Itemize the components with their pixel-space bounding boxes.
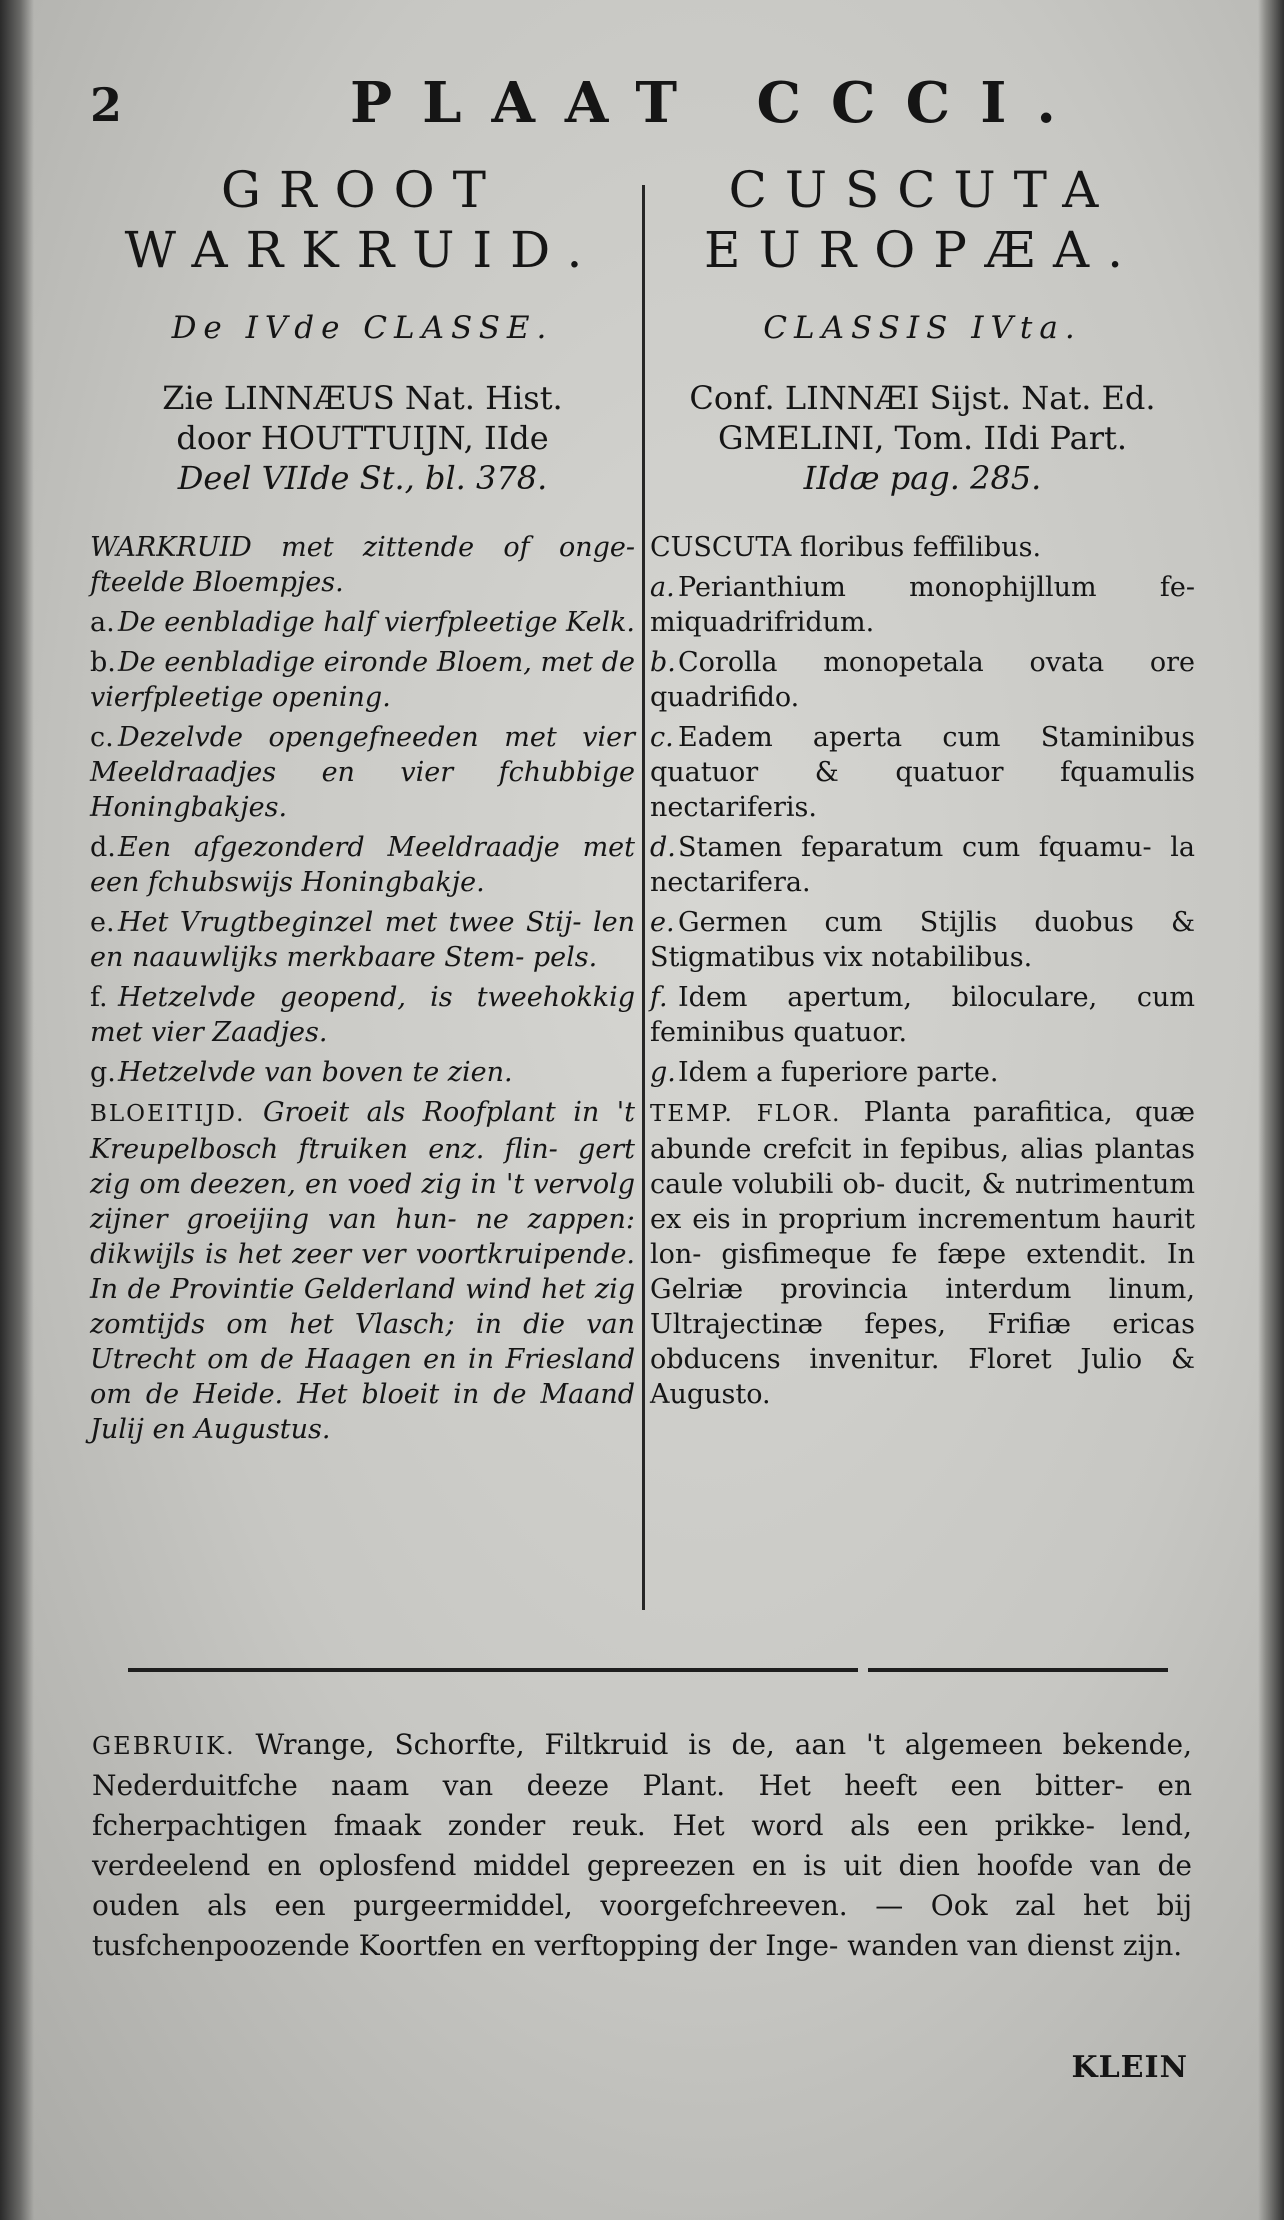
- latin-ref-line-1: Conf. LINNÆI Sijst. Nat. Ed.: [689, 379, 1156, 417]
- item-label: b.: [90, 647, 116, 678]
- dutch-ref-line-2: door HOUTTUIJN, IIde: [176, 419, 549, 457]
- item-label: c.: [650, 722, 674, 753]
- latin-title-line-2: EUROPÆA.: [704, 221, 1141, 279]
- latin-item-a: [650, 570, 1195, 640]
- dutch-ref-line-3: Deel VIIde St., bl. 378.: [177, 459, 548, 497]
- item-label: a.: [90, 607, 115, 638]
- item-text: De eenbladige eironde Bloem, met de vierfpleetige opening.: [90, 647, 635, 713]
- latin-temp-flor: [650, 1095, 1195, 1412]
- item-text: Stamen feparatum cum fquamu- la nectarifera.: [650, 832, 1195, 898]
- dutch-reference: [90, 378, 635, 498]
- latin-reference: [650, 378, 1195, 498]
- latin-item-f: [650, 980, 1195, 1050]
- column-divider: [642, 185, 645, 1610]
- item-label: d.: [90, 832, 116, 863]
- item-text: Het Vrugtbeginzel met twee Stij- len en naauwlijks merkbaare Stem- pels.: [90, 907, 635, 973]
- latin-title-line-1: CUSCUTA: [728, 161, 1117, 219]
- usage-text: Wrange, Schorfte, Filtkruid is de, aan 't algemeen bekende, Nederduitfche naam van deeze Plant. Het heeft een bitter- en fcherpachtigen fmaak zonder reuk. Het word als een prikke- lend, verdeelend en oplosfend middel gepreezen en is uit dien hoofde van de ouden als een purgeermiddel, voorgefchreeven. — Ook zal het bij tusfchenpoozende Koortfen en verftopping der Inge- wanden van dienst zijn.: [92, 1728, 1192, 1962]
- dutch-item-a: [90, 605, 635, 640]
- dutch-classe: De IVde CLASSE.: [171, 310, 554, 346]
- item-label: a.: [650, 572, 675, 603]
- item-label: f.: [90, 982, 108, 1013]
- item-label: c.: [90, 722, 114, 753]
- temp-flor-text: Planta parafitica, quæ abunde crefcit in fepibus, alias plantas caule volubili ob- ducit, & nutrimentum ex eis in proprium incrementum haurit lon- gisfimeque fe fæpe extendit. In Gelriæ provincia interdum linum, Ultrajectinæ fepes, Frifiæ ericas obducens invenitur. Floret Julio & Augusto.: [650, 1097, 1195, 1410]
- bloeitijd-text: Groeit als Roofplant in 't Kreupelbosch ftruiken enz. flin- gert zig om deezen, en voed zig in 't vervolg zijner groeijing van hun- ne zappen: dikwijls is het zeer ver voortkruipende. In de Provintie Gelderland wind het zig zomtijds om het Vlasch; in die van Utrecht om de Haagen en in Friesland om de Heide. Het bloeit in de Maand Julij en Augustus.: [90, 1097, 635, 1445]
- running-header: [90, 70, 1200, 140]
- temp-flor-label: TEMP. FLOR.: [650, 1101, 842, 1127]
- dutch-title-line-1: GROOT: [221, 161, 504, 219]
- latin-classe: CLASSIS IVta.: [763, 310, 1082, 346]
- item-label: e.: [90, 907, 115, 938]
- latin-ref-line-3: IIdæ pag. 285.: [803, 459, 1042, 497]
- latin-item-c: [650, 720, 1195, 825]
- dutch-column: [90, 160, 636, 1445]
- item-label: d.: [650, 832, 676, 863]
- item-text: Hetzelvde geopend, is tweehokkig met vier Zaadjes.: [90, 982, 635, 1048]
- dutch-item-f: [90, 980, 635, 1050]
- rule-segment: [128, 1668, 858, 1672]
- item-text: Germen cum Stijlis duobus & Stigmatibus vix notabilibus.: [650, 907, 1195, 973]
- catchword: KLEIN: [1071, 2050, 1188, 2085]
- item-label: e.: [650, 907, 675, 938]
- dutch-item-e: [90, 905, 635, 975]
- latin-item-d: [650, 830, 1195, 900]
- item-text: Hetzelvde van boven te zien.: [118, 1057, 513, 1088]
- item-text: Idem a fuperiore parte.: [678, 1057, 999, 1088]
- usage-label: GEBRUIK.: [92, 1732, 236, 1760]
- latin-item-g: [650, 1055, 1195, 1090]
- dutch-intro: WARKRUID met zittende of onge- fteelde Bloempjes.: [90, 532, 635, 598]
- item-text: Corolla monopetala ovata ore quadrifido.: [650, 647, 1195, 713]
- latin-entries: [650, 530, 1195, 1417]
- dutch-item-d: [90, 830, 635, 900]
- item-text: Eadem aperta cum Staminibus quatuor & quatuor fquamulis nectariferis.: [650, 722, 1195, 823]
- page-gutter-shadow: [0, 0, 34, 2220]
- item-text: Idem apertum, biloculare, cum feminibus quatuor.: [650, 982, 1195, 1048]
- item-label: g.: [90, 1057, 116, 1088]
- item-label: b.: [650, 647, 676, 678]
- item-text: De eenbladige half vierfpleetige Kelk.: [118, 607, 636, 638]
- dutch-item-c: [90, 720, 635, 825]
- latin-column: [650, 160, 1195, 1410]
- item-text: Dezelvde opengefneeden met vier Meeldraadjes en vier fchubbige Honingbakjes.: [90, 722, 635, 823]
- dutch-bloeitijd: [90, 1095, 635, 1447]
- dutch-item-b: [90, 645, 635, 715]
- item-label: g.: [650, 1057, 676, 1088]
- item-text: Perianthium monophijllum fe- miquadrifridum.: [650, 572, 1195, 638]
- latin-item-e: [650, 905, 1195, 975]
- dutch-title-line-2: WARKRUID.: [124, 221, 601, 279]
- page-edge-shadow: [1258, 0, 1284, 2220]
- latin-item-b: [650, 645, 1195, 715]
- bloeitijd-label: BLOEITIJD.: [90, 1101, 246, 1127]
- section-rule: [128, 1668, 1168, 1674]
- dutch-item-g: [90, 1055, 635, 1090]
- item-text: Een afgezonderd Meeldraadje met een fchubswijs Honingbakje.: [90, 832, 635, 898]
- latin-intro: CUSCUTA floribus feffilibus.: [650, 532, 1042, 563]
- plate-title: PLAAT CCCI.: [350, 70, 1086, 136]
- item-label: f.: [650, 982, 668, 1013]
- usage-paragraph: [92, 1725, 1192, 1966]
- rule-segment: [868, 1668, 1168, 1672]
- page-number: 2: [90, 78, 123, 132]
- dutch-entries: [90, 530, 635, 1452]
- latin-ref-line-2: GMELINI, Tom. IIdi Part.: [717, 419, 1128, 457]
- dutch-ref-line-1: Zie LINNÆUS Nat. Hist.: [162, 379, 563, 417]
